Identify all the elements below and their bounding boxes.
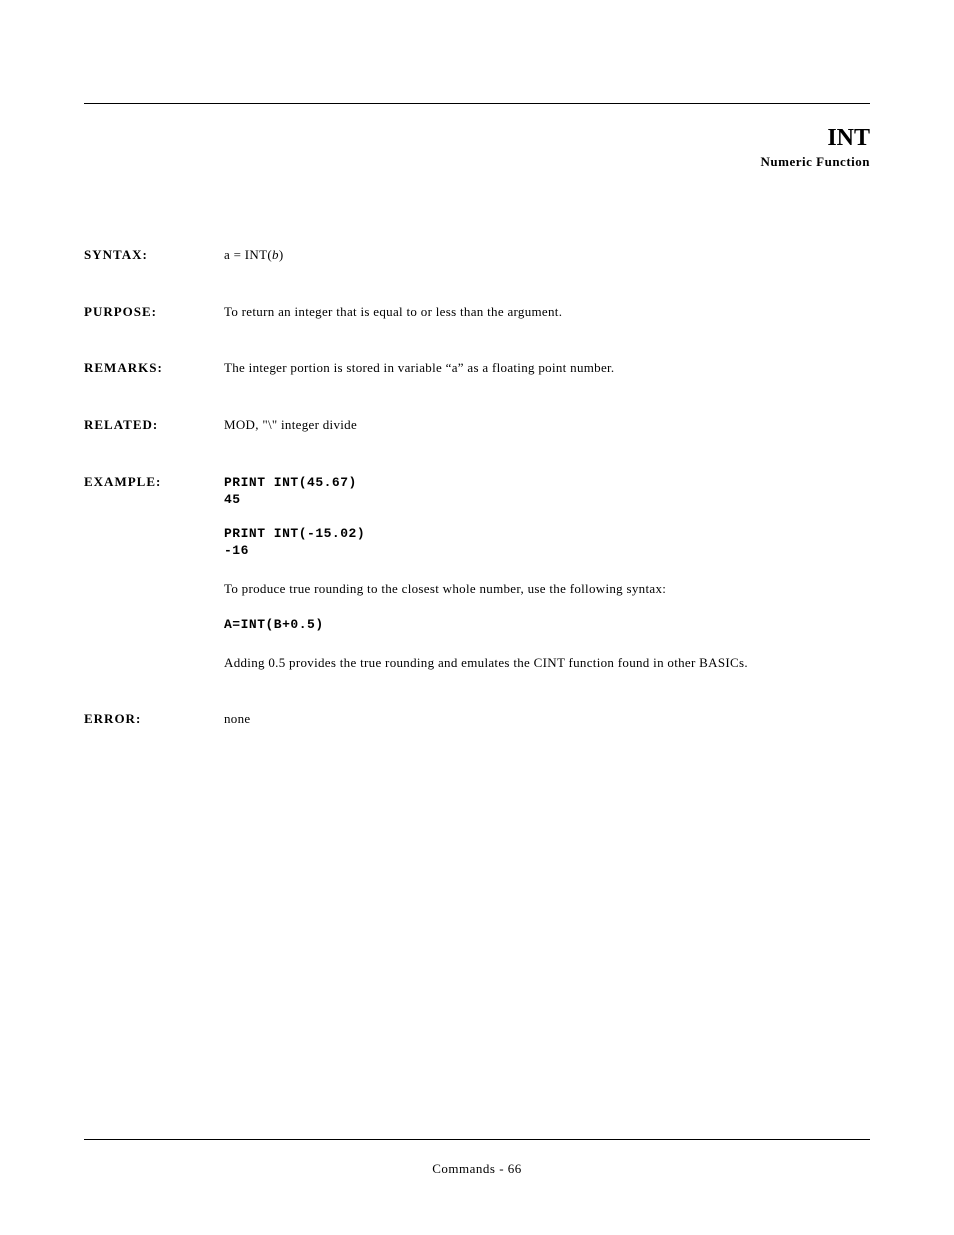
example-code-1: PRINT INT(45.67) <box>224 475 357 490</box>
example-output-1: 45 <box>224 492 241 507</box>
example-output-2: -16 <box>224 543 249 558</box>
example-note-2: Adding 0.5 provides the true rounding and emulates the CINT function found in other BASICs. <box>224 655 748 670</box>
page-title: INT <box>827 125 870 151</box>
error-text: none <box>224 711 251 726</box>
example-label: EXAMPLE: <box>84 474 162 489</box>
syntax-label: SYNTAX: <box>84 247 148 262</box>
purpose-text: To return an integer that is equal to or less than the argument. <box>224 304 563 319</box>
remarks-label: REMARKS: <box>84 360 163 375</box>
example-code-2: PRINT INT(-15.02) <box>224 526 366 541</box>
syntax-arg: b <box>272 247 279 262</box>
example-note-1: To produce true rounding to the closest whole number, use the following syntax: <box>224 581 667 596</box>
error-label: ERROR: <box>84 711 142 726</box>
purpose-label: PURPOSE: <box>84 304 157 319</box>
footer-rule <box>84 1139 870 1140</box>
syntax-text <box>224 247 283 263</box>
page-number: Commands - 66 <box>432 1161 522 1176</box>
example-code-3: A=INT(B+0.5) <box>224 617 324 632</box>
syntax-prefix: a = INT( <box>224 247 272 262</box>
page-subtitle: Numeric Function <box>760 154 870 169</box>
related-label: RELATED: <box>84 417 159 432</box>
related-text: MOD, "\" integer divide <box>224 417 358 432</box>
remarks-text: The integer portion is stored in variable “a” as a floating point number. <box>224 360 615 375</box>
header-rule <box>84 103 870 104</box>
syntax-suffix: ) <box>278 247 284 262</box>
